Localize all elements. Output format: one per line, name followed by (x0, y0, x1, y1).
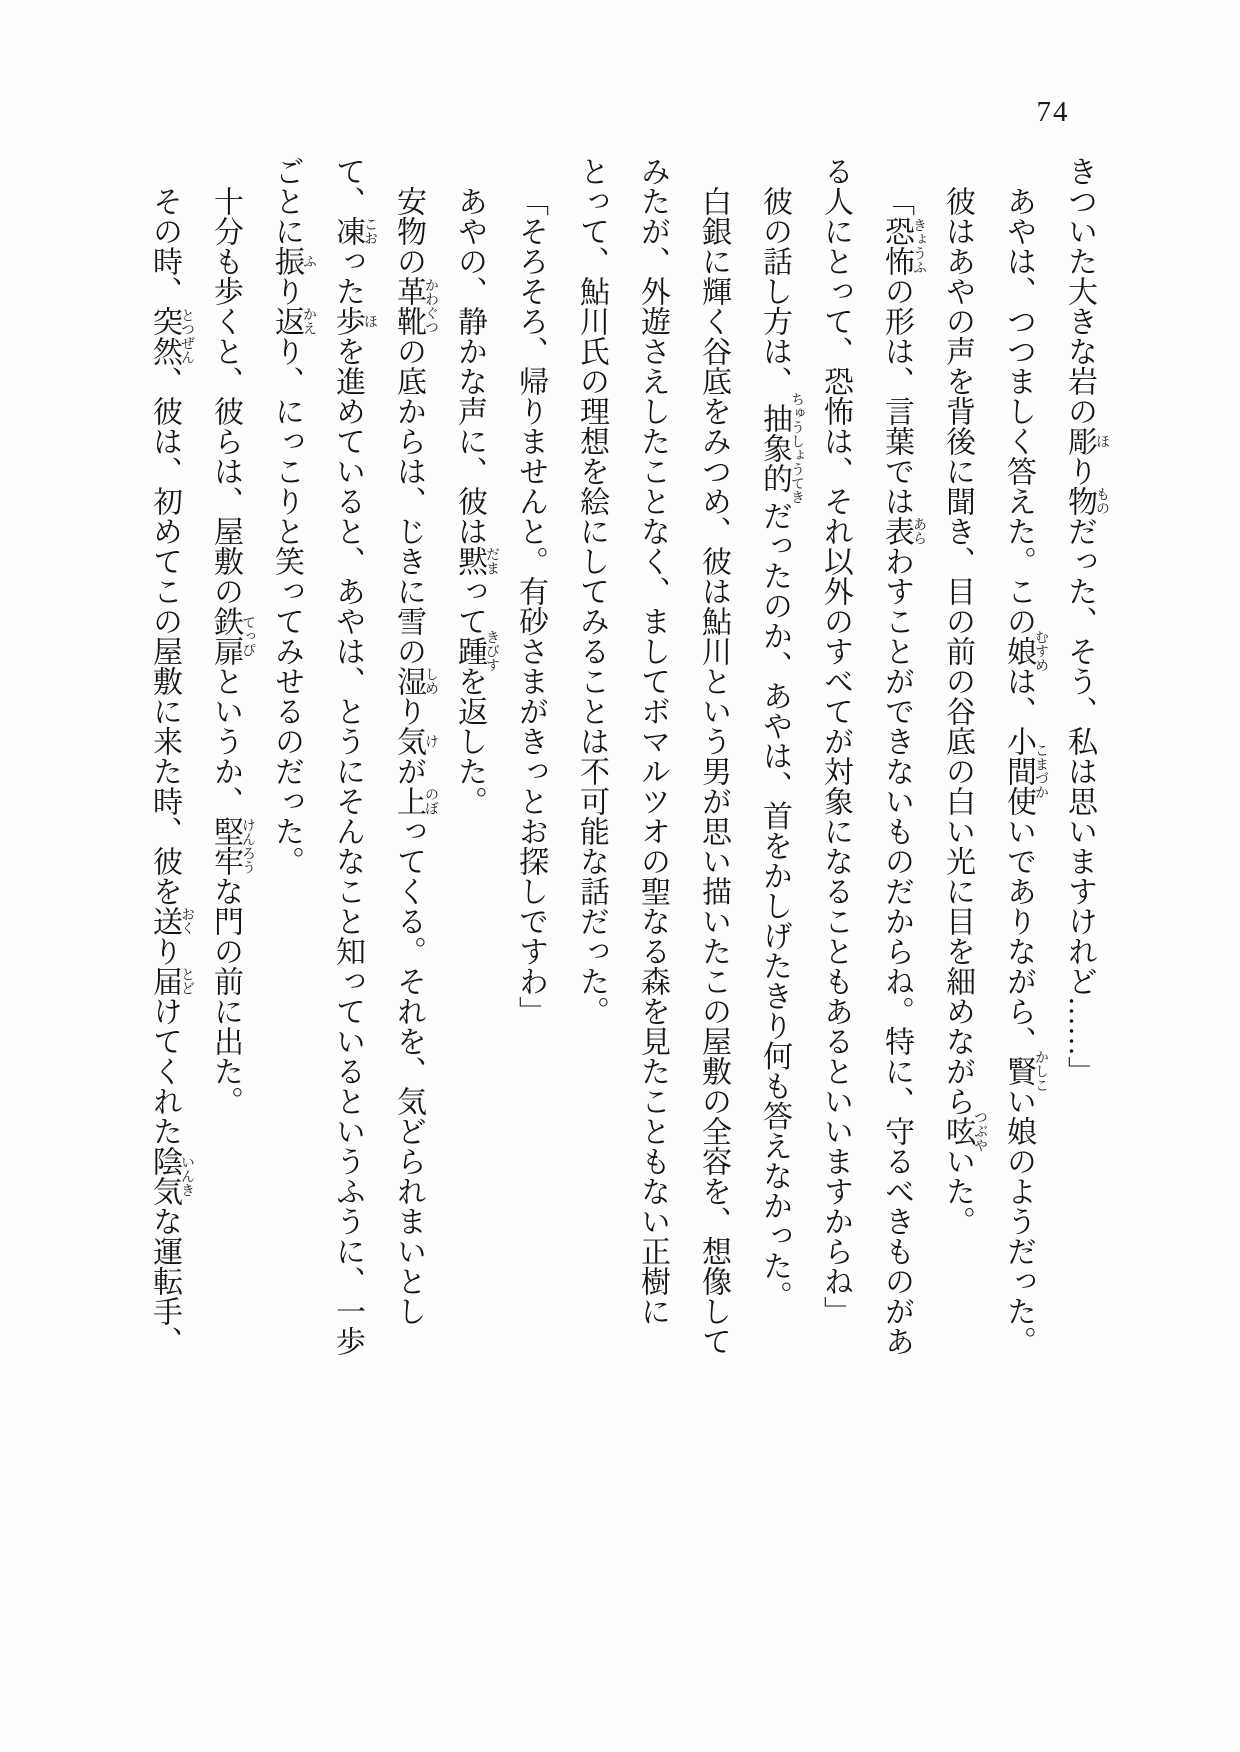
paragraph-6: 白銀に輝く谷底をみつめ、彼は鮎川という男が思い描いたこの屋敷の全容を、想像してみたが、外遊さえしたことなく、ましてボマルツオの聖なる森を見たこともない正樹にとって、鮎川氏の理想を絵にしてみることは不可能な話だった。 (575, 156, 730, 1356)
furigana-annotated-text: 抽象的ちゅうしょうてき (758, 392, 804, 505)
paragraph-9: 安物の革靴かわぐつの底からは、じきに雪の湿しめり気けが上のぼってくる。それを、気どられまいとして、凍こおった歩ほを進めていると、あやは、とうにそんなこと知っているというふうに、一歩ごとに振ふり返かえり、にっこりと笑ってみせるのだった。 (270, 156, 438, 1356)
paragraph-3: 彼はあやの声を背後に聞き、目の前の谷底の白い光に目を細めながら呟つぶやいた。 (941, 186, 987, 1236)
furigana-annotated-text: 恐怖きょうふ (880, 216, 926, 276)
furigana-annotated-text: 呟つぶや (941, 1110, 987, 1152)
paragraph-10: 十分も歩くと、彼らは、屋敷の鉄扉てっぴというか、堅牢けんろうな門の前に出た。 (209, 186, 255, 1116)
furigana-annotated-text: 踵きびす (453, 630, 499, 672)
furigana-annotated-text: 小間使こまづか (1002, 726, 1048, 816)
page-text (132, 156, 1110, 1368)
paragraph-5: 彼の話し方は、抽象的ちゅうしょうてきだったのか、あやは、首をかしげたきり何も答えなかった。 (758, 186, 804, 1311)
furigana-annotated-text: 上のぼ (392, 786, 438, 816)
furigana-annotated-text: 返かえ (270, 306, 316, 336)
furigana-annotated-text: 突然とつぜん (148, 306, 194, 366)
paragraph-7: 「そろそろ、帰りませんと。有砂さまがきっとお探しですわ」 (514, 186, 547, 1026)
furigana-annotated-text: 湿しめ (392, 666, 438, 696)
furigana-annotated-text: 送おく (148, 906, 194, 936)
furigana-annotated-text: 届とど (148, 966, 194, 996)
paragraph-11: その時、突然とつぜん、彼は、初めてこの屋敷に来た時、彼を送おくり届とどけてくれた陰気いんきな運転手、 (148, 186, 194, 1356)
furigana-annotated-text: 革靴かわぐつ (392, 276, 438, 336)
furigana-annotated-text: 歩ほ (331, 306, 377, 336)
furigana-annotated-text: 表あら (880, 516, 926, 546)
furigana-annotated-text: 気け (392, 726, 438, 756)
paragraph-8: あやの、静かな声に、彼は黙だまって踵きびすを返した。 (453, 186, 499, 816)
furigana-annotated-text: 凍こお (331, 216, 377, 246)
furigana-annotated-text: 鉄扉てっぴ (209, 606, 255, 666)
furigana-annotated-text: 堅牢けんろう (209, 816, 255, 876)
furigana-annotated-text: 振ふ (270, 246, 316, 276)
furigana-annotated-text: 陰気いんき (148, 1146, 194, 1206)
paragraph-2: あやは、つつましく答えた。この娘むすめは、小間使こまづかいでありながら、賢かしこい娘のようだった。 (1002, 186, 1048, 1356)
paragraph-4: 「恐怖きょうふの形は、言葉では表あらわすことができないものだからね。特に、守るべきものがある人にとって、恐怖は、それ以外のすべてが対象になることもあるといいますからね」 (819, 156, 926, 1356)
page-number: 74 (1036, 96, 1070, 128)
paragraph-1: きついた大きな岩の彫ほり物ものだった、そう、私は思いますけれど……」 (1063, 156, 1109, 1086)
furigana-annotated-text: 黙だま (453, 546, 499, 576)
furigana-annotated-text: 彫ほ (1063, 426, 1109, 456)
furigana-annotated-text: 賢かしこ (1002, 1050, 1048, 1092)
furigana-annotated-text: 物もの (1063, 486, 1109, 516)
furigana-annotated-text: 娘むすめ (1002, 630, 1048, 672)
